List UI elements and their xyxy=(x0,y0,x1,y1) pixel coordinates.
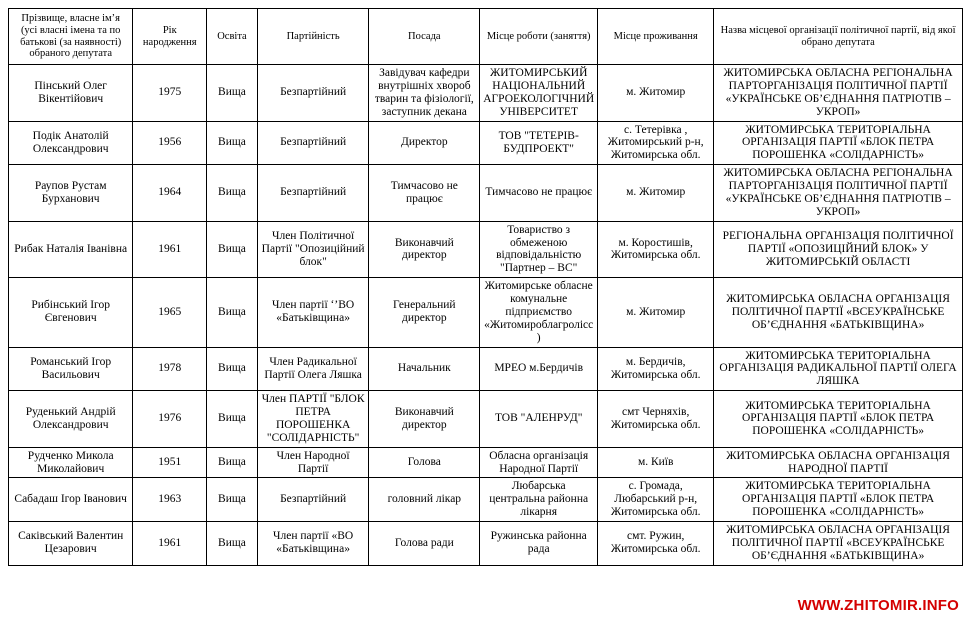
cell-education: Вища xyxy=(207,478,258,522)
table-row xyxy=(9,65,963,122)
cell-party-org: ЖИТОМИРСЬКА ТЕРИТОРІАЛЬНА ОРГАНІЗАЦІЯ РАДИКАЛЬНОЇ ПАРТІЇ ОЛЕГА ЛЯШКА xyxy=(714,347,963,391)
cell-birth-year: 1976 xyxy=(133,391,207,448)
cell-education: Вища xyxy=(207,522,258,566)
cell-education: Вища xyxy=(207,391,258,448)
cell-name: Рибак Наталія Іванівна xyxy=(9,221,133,278)
cell-education: Вища xyxy=(207,165,258,222)
cell-position: Тимчасово не працює xyxy=(369,165,480,222)
cell-party-org: ЖИТОМИРСЬКА ТЕРИТОРІАЛЬНА ОРГАНІЗАЦІЯ ПАРТІЇ «БЛОК ПЕТРА ПОРОШЕНКА «СОЛІДАРНІСТЬ» xyxy=(714,391,963,448)
cell-education: Вища xyxy=(207,221,258,278)
cell-name: Подік Анатолій Олександрович xyxy=(9,121,133,165)
cell-name: Руденький Андрій Олександрович xyxy=(9,391,133,448)
cell-party-org: ЖИТОМИРСЬКА ОБЛАСНА РЕГІОНАЛЬНА ПАРТОРГАНІЗАЦІЯ ПОЛІТИЧНОЇ ПАРТІЇ «УКРАЇНСЬКЕ ОБ’ЄДНАННЯ ПАТРІОТІВ – УКРОП» xyxy=(714,165,963,222)
table-row xyxy=(9,165,963,222)
cell-workplace: Обласна організація Народної Партії xyxy=(480,447,598,478)
table-row xyxy=(9,121,963,165)
cell-workplace: ЖИТОМИРСЬКИЙ НАЦІОНАЛЬНИЙ АГРОЕКОЛОГІЧНИЙ УНІВЕРСИТЕТ xyxy=(480,65,598,122)
cell-party-membership: Член партії ‘’ВО «Батьківщина» xyxy=(257,278,369,347)
cell-party-org: ЖИТОМИРСЬКА ОБЛАСНА ОРГАНІЗАЦІЯ НАРОДНОЇ ПАРТІЇ xyxy=(714,447,963,478)
cell-party-membership: Член Радикальної Партії Олега Ляшка xyxy=(257,347,369,391)
cell-party-membership: Безпартійний xyxy=(257,121,369,165)
cell-birth-year: 1965 xyxy=(133,278,207,347)
column-header-party-org: Назва місцевої організації політичної партії, від якої обрано депутата xyxy=(714,9,963,65)
cell-birth-year: 1961 xyxy=(133,522,207,566)
cell-party-membership: Безпартійний xyxy=(257,165,369,222)
cell-party-org: ЖИТОМИРСЬКА ТЕРИТОРІАЛЬНА ОРГАНІЗАЦІЯ ПАРТІЇ «БЛОК ПЕТРА ПОРОШЕНКА «СОЛІДАРНІСТЬ» xyxy=(714,121,963,165)
cell-position: Виконавчий директор xyxy=(369,391,480,448)
cell-position: Директор xyxy=(369,121,480,165)
cell-workplace: ТОВ "АЛЕНРУД" xyxy=(480,391,598,448)
cell-birth-year: 1964 xyxy=(133,165,207,222)
cell-birth-year: 1975 xyxy=(133,65,207,122)
cell-education: Вища xyxy=(207,65,258,122)
cell-party-org: ЖИТОМИРСЬКА ТЕРИТОРІАЛЬНА ОРГАНІЗАЦІЯ ПАРТІЇ «БЛОК ПЕТРА ПОРОШЕНКА «СОЛІДАРНІСТЬ» xyxy=(714,478,963,522)
column-header-education: Освіта xyxy=(207,9,258,65)
table-row xyxy=(9,447,963,478)
table-row xyxy=(9,478,963,522)
cell-workplace: Тимчасово не працює xyxy=(480,165,598,222)
cell-position: головний лікар xyxy=(369,478,480,522)
cell-name: Саківський Валентин Цезарович xyxy=(9,522,133,566)
cell-name: Романський Ігор Васильович xyxy=(9,347,133,391)
cell-position: Виконавчий директор xyxy=(369,221,480,278)
column-header-workplace: Місце роботи (заняття) xyxy=(480,9,598,65)
cell-position: Генеральний директор xyxy=(369,278,480,347)
cell-party-membership: Безпартійний xyxy=(257,478,369,522)
cell-residence: м. Коростишів, Житомирська обл. xyxy=(598,221,714,278)
column-header-birth-year: Рік народження xyxy=(133,9,207,65)
cell-education: Вища xyxy=(207,121,258,165)
column-header-name: Прізвище, власне ім’я (усі власні імена та по батькові (за наявності) обраного депутата xyxy=(9,9,133,65)
table-row xyxy=(9,221,963,278)
cell-position: Начальник xyxy=(369,347,480,391)
deputies-table xyxy=(8,8,963,566)
table-header-row xyxy=(9,9,963,65)
cell-party-membership: Член ПАРТІЇ "БЛОК ПЕТРА ПОРОШЕНКА "СОЛІДАРНІСТЬ" xyxy=(257,391,369,448)
cell-name: Пінський Олег Вікентійович xyxy=(9,65,133,122)
cell-party-membership: Член партії «ВО «Батьківщина» xyxy=(257,522,369,566)
cell-birth-year: 1956 xyxy=(133,121,207,165)
cell-residence: м. Житомир xyxy=(598,278,714,347)
cell-position: Голова xyxy=(369,447,480,478)
cell-position: Голова ради xyxy=(369,522,480,566)
cell-name: Сабадаш Ігор Іванович xyxy=(9,478,133,522)
cell-party-org: РЕГІОНАЛЬНА ОРГАНІЗАЦІЯ ПОЛІТИЧНОЇ ПАРТІЇ «ОПОЗИЦІЙНИЙ БЛОК» У ЖИТОМИРСЬКІЙ ОБЛАСТІ xyxy=(714,221,963,278)
table-row xyxy=(9,522,963,566)
table-row xyxy=(9,347,963,391)
cell-residence: м. Житомир xyxy=(598,65,714,122)
cell-workplace: Любарська центральна районна лікарня xyxy=(480,478,598,522)
cell-party-membership: Член Народної Партії xyxy=(257,447,369,478)
cell-name: Рудченко Микола Миколайович xyxy=(9,447,133,478)
cell-residence: смт. Ружин, Житомирська обл. xyxy=(598,522,714,566)
cell-party-membership: Член Політичної Партії "Опозиційний блок" xyxy=(257,221,369,278)
cell-name: Рибінський Ігор Євгенович xyxy=(9,278,133,347)
column-header-position: Посада xyxy=(369,9,480,65)
table-row xyxy=(9,391,963,448)
cell-workplace: Ружинська районна рада xyxy=(480,522,598,566)
cell-position: Завідувач кафедри внутрішніх хвороб тварин та фізіології, заступник декана xyxy=(369,65,480,122)
cell-name: Раупов Рустам Бурханович xyxy=(9,165,133,222)
cell-residence: с. Тетерівка , Житомирський р-н, Житомирська обл. xyxy=(598,121,714,165)
cell-residence: м. Київ xyxy=(598,447,714,478)
document-page xyxy=(8,8,963,566)
cell-party-org: ЖИТОМИРСЬКА ОБЛАСНА ОРГАНІЗАЦІЯ ПОЛІТИЧНОЇ ПАРТІЇ «ВСЕУКРАЇНСЬКЕ ОБ’ЄДНАННЯ «БАТЬКІВЩИНА» xyxy=(714,278,963,347)
cell-birth-year: 1951 xyxy=(133,447,207,478)
table-row xyxy=(9,278,963,347)
cell-residence: м. Житомир xyxy=(598,165,714,222)
cell-workplace: МРЕО м.Бердичів xyxy=(480,347,598,391)
cell-birth-year: 1963 xyxy=(133,478,207,522)
table-header xyxy=(9,9,963,65)
cell-education: Вища xyxy=(207,347,258,391)
cell-residence: м. Бердичів, Житомирська обл. xyxy=(598,347,714,391)
cell-party-org: ЖИТОМИРСЬКА ОБЛАСНА ОРГАНІЗАЦІЯ ПОЛІТИЧНОЇ ПАРТІЇ «ВСЕУКРАЇНСЬКЕ ОБ’ЄДНАННЯ «БАТЬКІВЩИНА» xyxy=(714,522,963,566)
cell-party-org: ЖИТОМИРСЬКА ОБЛАСНА РЕГІОНАЛЬНА ПАРТОРГАНІЗАЦІЯ ПОЛІТИЧНОЇ ПАРТІЇ «УКРАЇНСЬКЕ ОБ’ЄДНАННЯ ПАТРІОТІВ – УКРОП» xyxy=(714,65,963,122)
cell-residence: с. Громада, Любарський р-н, Житомирська обл. xyxy=(598,478,714,522)
cell-birth-year: 1978 xyxy=(133,347,207,391)
cell-workplace: ТОВ "ТЕТЕРІВ-БУДПРОЕКТ" xyxy=(480,121,598,165)
cell-education: Вища xyxy=(207,278,258,347)
cell-workplace: Товариство з обмеженою відповідальністю "Партнер – ВС" xyxy=(480,221,598,278)
table-body xyxy=(9,65,963,566)
cell-birth-year: 1961 xyxy=(133,221,207,278)
site-watermark: WWW.ZHITOMIR.INFO xyxy=(797,597,959,614)
cell-party-membership: Безпартійний xyxy=(257,65,369,122)
cell-workplace: Житомирське обласне комунальне підприємство «Житомироблагролісс) xyxy=(480,278,598,347)
cell-education: Вища xyxy=(207,447,258,478)
column-header-residence: Місце проживання xyxy=(598,9,714,65)
cell-residence: смт Черняхів, Житомирська обл. xyxy=(598,391,714,448)
column-header-party-membership: Партійність xyxy=(257,9,369,65)
